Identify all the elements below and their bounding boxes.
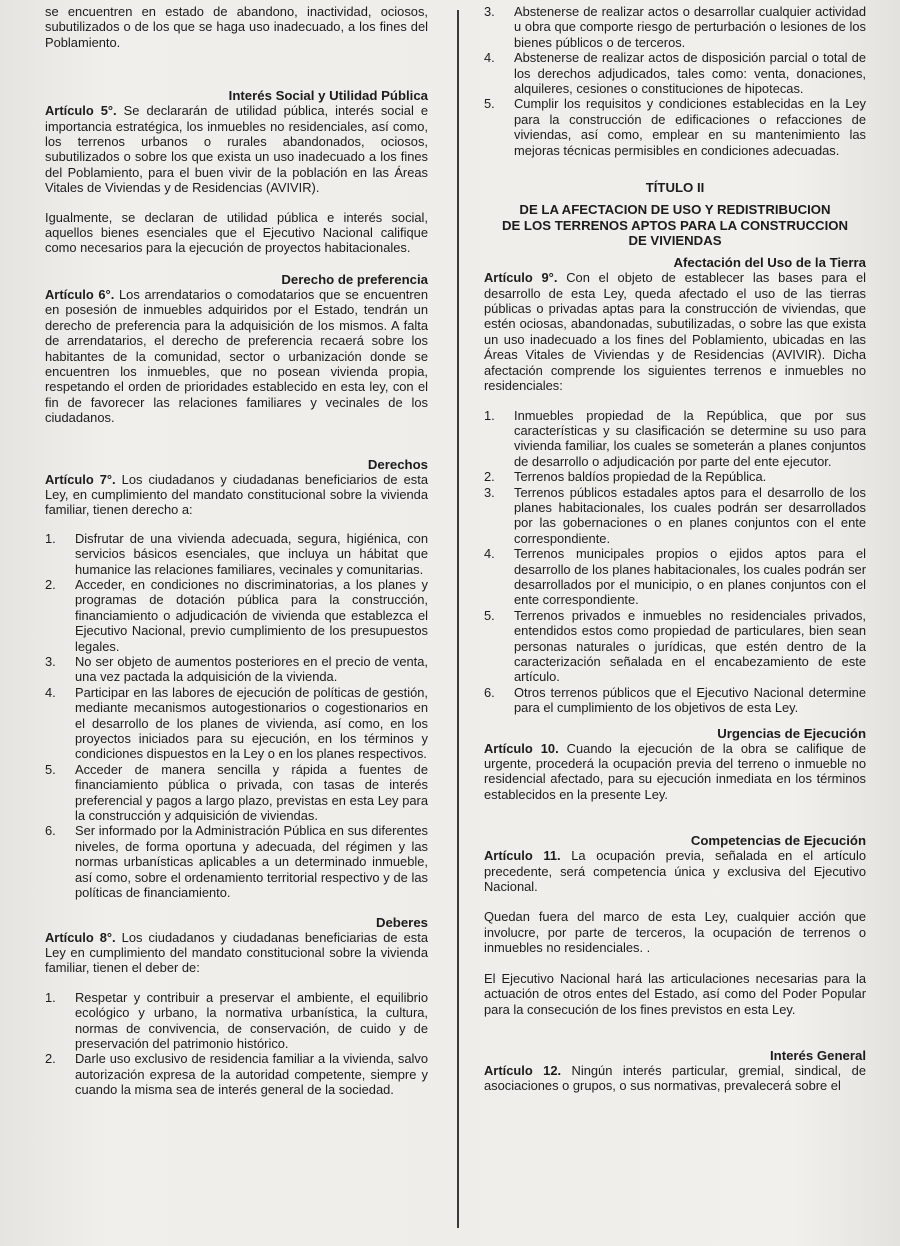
column-divider (457, 10, 459, 1228)
art9-label: Artículo 9°. (484, 270, 558, 286)
art7-list (45, 531, 428, 901)
list-item: 5. Terrenos privados e inmuebles no residenciales privados, entendidos estos como propiedad de particulares, bien sean personas naturales o jurídicas, que estén dentro de la caracterización señalada en el encabezamiento de este artículo. (484, 607, 866, 685)
art6-label: Artículo 6°. (45, 286, 115, 302)
art8-heading: Deberes (375, 914, 428, 930)
art12-heading: Interés General (769, 1047, 866, 1063)
art8-paragraph (45, 930, 428, 976)
art7-paragraph (45, 472, 428, 518)
left-column (45, 4, 428, 1098)
list-item: 5. Acceder de manera sencilla y rápida a fuentes de financiamiento pública o privada, con tasas de interés preferencial y pagos a largo plazo, previstas en esta Ley para la construcción y adquisición de viviendas. (45, 761, 428, 824)
art10-text: Cuando la ejecución de la obra se califique de urgente, procederá la ocupación previa del terreno o inmueble no residencial afectado, para su ejecución inmediata en los términos establecidos en la presente Ley. (484, 740, 866, 802)
list-item: 3. Terrenos públicos estadales aptos para el desarrollo de los planes habitacionales, los cuales podrán ser desarrollados por las gobernaciones o en planes conjuntos con el ente correspondiente. (484, 484, 866, 546)
list-item: 4. Terrenos municipales propios o ejidos aptos para el desarrollo de los planes habitacionales, los cuales podrán ser desarrollados por el municipio, o en planes conjuntos con el ente correspondiente. (484, 546, 866, 608)
intro-paragraph: se encuentren en estado de abandono, inactividad, ociosos, subutilizados o de los que se haga uso inadecuado, a los fines del Poblamiento. (45, 4, 428, 50)
list-item: 4. Abstenerse de realizar actos de disposición parcial o total de los derechos adjudicados, tales como: venta, donaciones, alquileres, cesiones o constituciones de hipotecas. (484, 50, 866, 97)
titulo-number: TÍTULO II (645, 180, 705, 196)
art11-heading: Competencias de Ejecución (690, 833, 866, 849)
art6-paragraph (45, 287, 428, 426)
art5-paragraph (45, 103, 428, 195)
art7-heading: Derechos (367, 456, 428, 472)
art8-text: Los ciudadanos y ciudadanas beneficiarias de esta Ley en cumplimiento del mandato constitucional sobre la vivienda familiar, tienen el deber de: (45, 929, 428, 976)
art9-paragraph (484, 270, 866, 393)
art5-text: Se declararán de utilidad pública, interés social e importancia estratégica, los inmuebles no residenciales, así como, los terrenos urbanos o rurales abandonados, ociosos, subutilizados o sobre los que exista un uso inadecuado a los fines del Poblamiento, para el buen vivir de la población en las Áreas Vitales de Viviendas y de Residencias (AVIVIR). (45, 103, 429, 196)
list-item: 5. Cumplir los requisitos y condiciones establecidas en la Ley para la construcción de edificaciones o refacciones de viviendas, así como, emplear en su mantenimiento las mejoras técnicas permisibles en condiciones adecuadas. (484, 96, 866, 158)
art9-list (484, 408, 866, 716)
list-item: 2. Terrenos baldíos propiedad de la República. (484, 469, 767, 485)
list-item: 1. Inmuebles propiedad de la República, que por sus características y su clasificación se determine su uso para vivienda familiar, los cuales se someterán a planes conjuntos de desarrollo o adjudicación por parte del ente ejecutor. (484, 407, 866, 469)
list-item: 2. Darle uso exclusivo de residencia familiar a la vivienda, salvo autorización expresa de la autoridad competente, siempre y cuando la misma sea de interés general de la sociedad. (45, 1051, 428, 1098)
art5-heading: Interés Social y Utilidad Pública (228, 88, 428, 104)
art9-text: Con el objeto de establecer las bases para el desarrollo de esta Ley, queda afectado el uso de las tierras públicas o privadas aptas para la construcción de viviendas, que estén ociosas, abandonadas, subutilizadas, o sobre las que exista un uso inadecuado a los fines del Poblamiento, ubicadas en las Áreas Vitales de Viviendas y de Residencias (AVIVIR). Dicha afectación comprende los siguientes terrenos e inmuebles no residenciales: (484, 270, 867, 394)
art9-heading: Afectación del Uso de la Tierra (673, 255, 866, 271)
art11-text: La ocupación previa, señalada en el artículo precedente, será competencia única y exclusiva del Ejecutivo Nacional. (484, 848, 866, 895)
titulo-line-2: DE LOS TERRENOS APTOS PARA LA CONSTRUCCION (501, 217, 849, 233)
list-item: 1. Respetar y contribuir a preservar el ambiente, el equilibrio ecológico y urbano, la normativa urbanística, la cultura, normas de convivencia, de conservación, de cuido y de preservación del patrimonio histórico. (45, 989, 428, 1051)
list-item: 6. Ser informado por la Administración Pública en sus diferentes niveles, de forma oportuna y adecuada, del régimen y las normas urbanísticas aplicables a un determinado inmueble, así como, sobre el ordenamiento territorial respectivo y de las políticas de financiamiento. (45, 823, 428, 901)
art11-paragraph-2: Quedan fuera del marco de esta Ley, cualquier acción que involucre, por parte de terceros, la ocupación de terrenos o inmuebles no residenciales. . (484, 909, 866, 956)
art11-label: Artículo 11. (484, 848, 561, 864)
art7-label: Artículo 7°. (45, 471, 116, 487)
titulo-line-3: DE VIVIENDAS (628, 233, 722, 249)
art12-text: Ningún interés particular, gremial, sindical, de asociaciones o grupos, o sus normativas, prevalecerá sobre el (484, 1062, 866, 1094)
art6-heading: Derecho de preferencia (281, 271, 428, 287)
art10-heading: Urgencias de Ejecución (717, 725, 866, 741)
art10-paragraph (484, 741, 866, 803)
art6-text: Los arrendatarios o comodatarios que se encuentren en posesión de inmuebles adquiridos por el Estado, tendrán un derecho de preferencia para la adquisición de los mismos. A falta de arrendatarios, el derecho de preferencia recaerá sobre los habitantes de la comunidad, sector o urbanización donde se encuentren los inmuebles, que no posean vivienda propia, respetando el orden de prioridades establecido en esta ley, con el fin de favorecer las relaciones familiares y vecinales de los ciudadanos. (45, 286, 429, 426)
list-item: 6. Otros terrenos públicos que el Ejecutivo Nacional determine para el cumplimiento de los objetivos de esta Ley. (484, 684, 866, 716)
titulo-line-1: DE LA AFECTACION DE USO Y REDISTRIBUCION (519, 201, 831, 217)
list-item: 3. Abstenerse de realizar actos o desarrollar cualquier actividad u obra que comporte riesgo de perturbación o lesiones de los bienes públicos o de terceros. (484, 4, 866, 50)
art5-paragraph-2: Igualmente, se declaran de utilidad pública e interés social, aquellos bienes esenciales que el Ejecutivo Nacional califique como necesarios para la ejecución de proyectos habitacionales. (45, 209, 428, 256)
list-item: 2. Acceder, en condiciones no discriminatorias, a los planes y programas de dotación pública para la construcción, financiamiento o adjudicación de vivienda que establezca el Ejecutivo Nacional, previo cumplimiento de los presupuestos legales. (45, 576, 428, 654)
art5-label: Artículo 5°. (45, 103, 117, 119)
list-item: 4. Participar en las labores de ejecución de políticas de gestión, mediante mecanismos autogestionarios o cogestionarios en el desarrollo de los planes de vivienda, así como, en los proyectos iniciados para su ejecución, en los términos y condiciones dispuestos en la Ley o en los planes respectivos. (45, 684, 428, 762)
art12-paragraph (484, 1063, 866, 1094)
art11-paragraph (484, 848, 866, 894)
list-item: 3. No ser objeto de aumentos posteriores en el precio de venta, una vez pactada la adquisición de la vivienda. (45, 654, 428, 685)
art8-list (45, 990, 428, 1098)
art10-label: Artículo 10. (484, 740, 559, 756)
art12-label: Artículo 12. (484, 1062, 562, 1078)
art8-label: Artículo 8°. (45, 929, 116, 945)
art11-paragraph-3: El Ejecutivo Nacional hará las articulaciones necesarias para la actuación de otros entes del Estado, así como del Poder Popular para la consecución de los fines previstos en esta Ley. (484, 970, 866, 1017)
right-column (484, 4, 866, 1094)
list-item: 1. Disfrutar de una vivienda adecuada, segura, higiénica, con servicios básicos esenciales, que incluya un hábitat que humanice las relaciones familiares, vecinales y comunitarias. (45, 530, 428, 577)
art7-text: Los ciudadanos y ciudadanas beneficiarios de esta Ley, en cumplimiento del mandato constitucional sobre la vivienda familiar, tienen derecho a: (45, 471, 428, 518)
art8-list-continued (484, 4, 866, 158)
